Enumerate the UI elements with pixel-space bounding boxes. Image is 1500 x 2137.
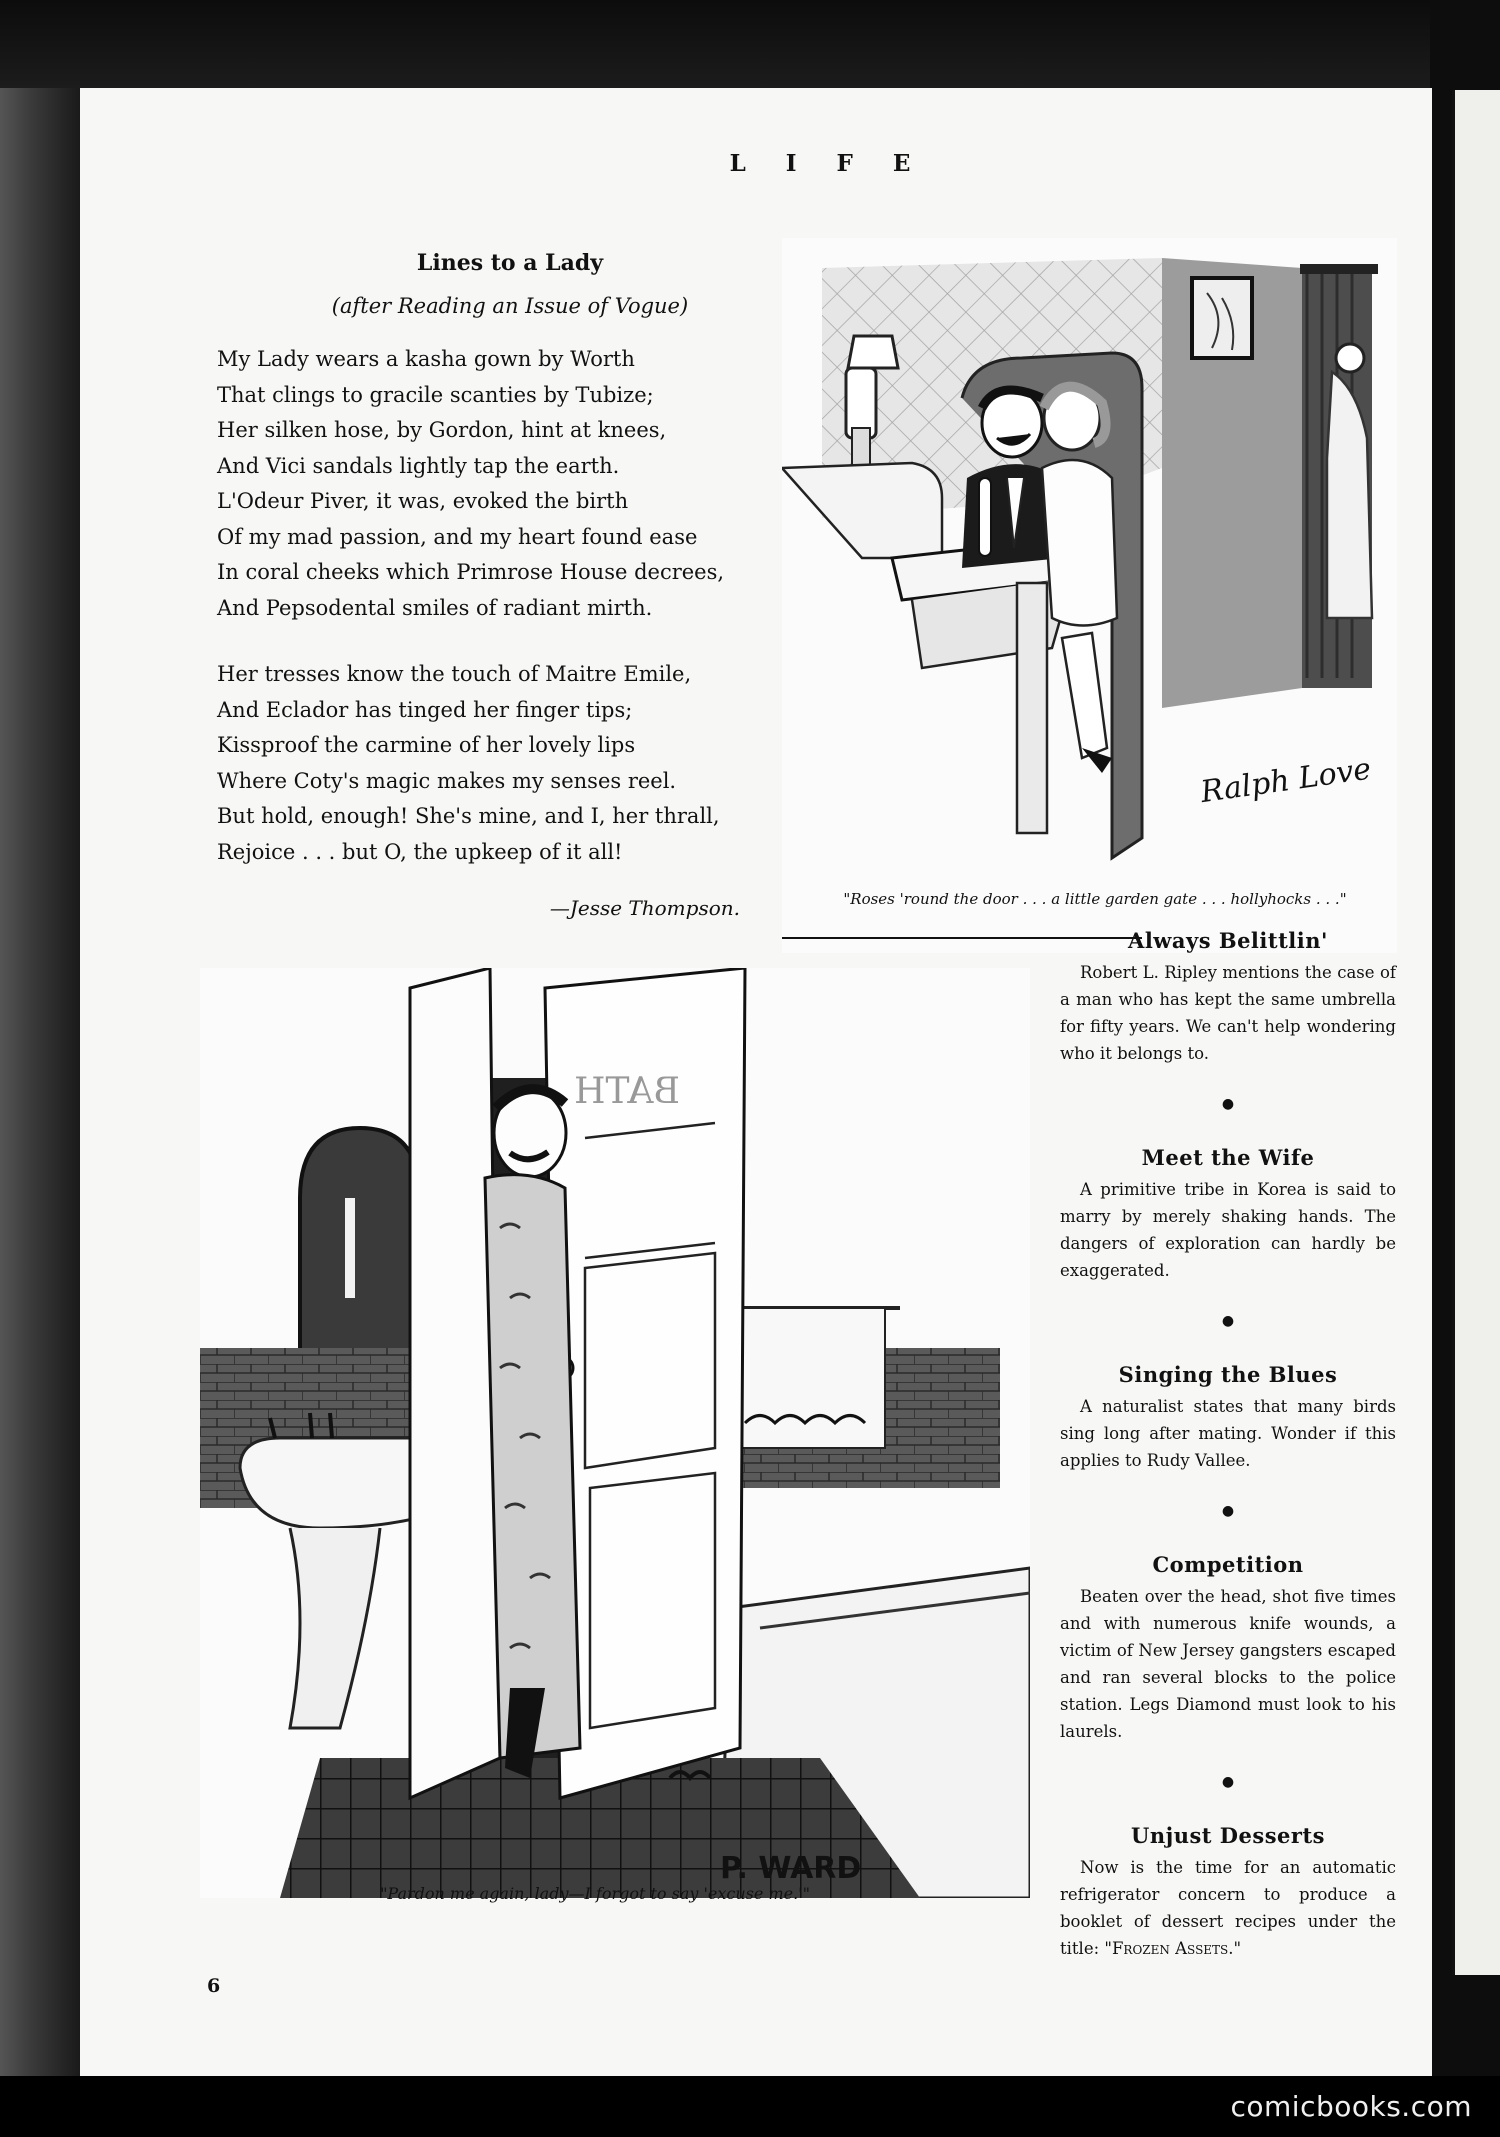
item-title: Competition xyxy=(1152,1552,1304,1577)
item-meet-the-wife xyxy=(1060,1145,1396,1284)
cartoon1-signature: Ralph Love xyxy=(1198,751,1374,811)
poem-line: Rejoice . . . but O, the upkeep of it all! xyxy=(217,839,623,864)
page-number: 6 xyxy=(207,1975,221,1997)
magazine-page xyxy=(80,88,1432,2077)
adjacent-page-edge xyxy=(1452,90,1500,1975)
door-sign: BATH xyxy=(574,1071,680,1112)
separator-dot: ● xyxy=(1221,1313,1235,1329)
item-quoted-title: "Frozen Assets." xyxy=(1104,1939,1242,1958)
poem-line: And Eclador has tinged her finger tips; xyxy=(217,697,633,722)
item-title: Singing the Blues xyxy=(1118,1362,1338,1387)
poem-body xyxy=(217,342,725,901)
separator-dot: ● xyxy=(1221,1774,1235,1790)
poem-line: And Pepsodental smiles of radiant mirth. xyxy=(217,595,653,620)
item-text: A naturalist states that many birds sing long after mating. Wonder if this applies to Rudy Vallee. xyxy=(1060,1397,1396,1470)
poem-line: L'Odeur Piver, it was, evoked the birth xyxy=(217,489,629,513)
poem-line: That clings to gracile scanties by Tubize; xyxy=(217,382,654,407)
poem-line: Her tresses know the touch of Maitre Emile, xyxy=(217,662,692,686)
watermark-text: comicbooks.com xyxy=(1230,2090,1472,2123)
poem-author: —Jesse Thompson. xyxy=(549,896,740,920)
magazine-header: LIFE xyxy=(729,150,951,177)
cartoon1-caption: "Roses 'round the door . . . a little garden gate . . . hollyhocks . . ." xyxy=(843,890,1347,908)
item-title: Always Belittlin' xyxy=(1128,928,1328,953)
poem-line: Kissproof the carmine of her lovely lips xyxy=(217,733,636,757)
item-always-belittlin xyxy=(1060,928,1396,1067)
cartoon-bathroom-door xyxy=(200,968,1030,1898)
poem-line: Her silken hose, by Gordon, hint at knees, xyxy=(217,418,667,442)
separator-dot: ● xyxy=(1221,1096,1235,1112)
poem-subtitle: (after Reading an Issue of Vogue) xyxy=(331,294,689,318)
poem-line: And Vici sandals lightly tap the earth. xyxy=(217,453,620,478)
short-items-column xyxy=(1060,928,1396,1962)
item-title: Unjust Desserts xyxy=(1131,1823,1325,1848)
item-text: A primitive tribe in Korea is said to marry by merely shaking hands. The dangers of exploration can hardly be exaggerated. xyxy=(1060,1180,1396,1280)
item-unjust-desserts xyxy=(1060,1823,1396,1962)
poem-line: My Lady wears a kasha gown by Worth xyxy=(217,347,635,371)
poem-title: Lines to a Lady xyxy=(416,250,604,276)
item-competition xyxy=(1060,1552,1396,1745)
item-title: Meet the Wife xyxy=(1141,1145,1315,1170)
scan-border-left xyxy=(0,0,80,2137)
item-text xyxy=(1060,1854,1396,1962)
poem-line: Where Coty's magic makes my senses reel. xyxy=(217,768,677,793)
item-text: Beaten over the head, shot five times and with numerous knife wounds, a victim of New Jersey gangsters escaped and ran several blocks to the police station. Legs Diamond must look to his laurels. xyxy=(1060,1587,1396,1741)
item-singing-the-blues xyxy=(1060,1362,1396,1474)
separator-dot: ● xyxy=(1221,1503,1235,1519)
cartoon2-caption: "Pardon me again, lady—I forgot to say 'excuse me.'" xyxy=(380,1884,810,1903)
poem-stanza-1 xyxy=(217,342,725,626)
scan-border-top xyxy=(0,0,1500,88)
item-text-body: Now is the time for an automatic refrigerator concern to produce a booklet of dessert recipes under the title: xyxy=(1060,1858,1396,1958)
cartoon-restaurant-booth xyxy=(782,238,1397,953)
item-text: Robert L. Ripley mentions the case of a man who has kept the same umbrella for fifty years. We can't help wondering who it belongs to. xyxy=(1060,963,1396,1063)
poem-line: Of my mad passion, and my heart found ease xyxy=(217,524,698,549)
poem-line: But hold, enough! She's mine, and I, her thrall, xyxy=(217,804,720,828)
cartoon2-signature: P. WARD xyxy=(720,1851,862,1886)
poem-line: In coral cheeks which Primrose House decrees, xyxy=(217,560,725,584)
poem-stanza-2 xyxy=(217,657,720,870)
